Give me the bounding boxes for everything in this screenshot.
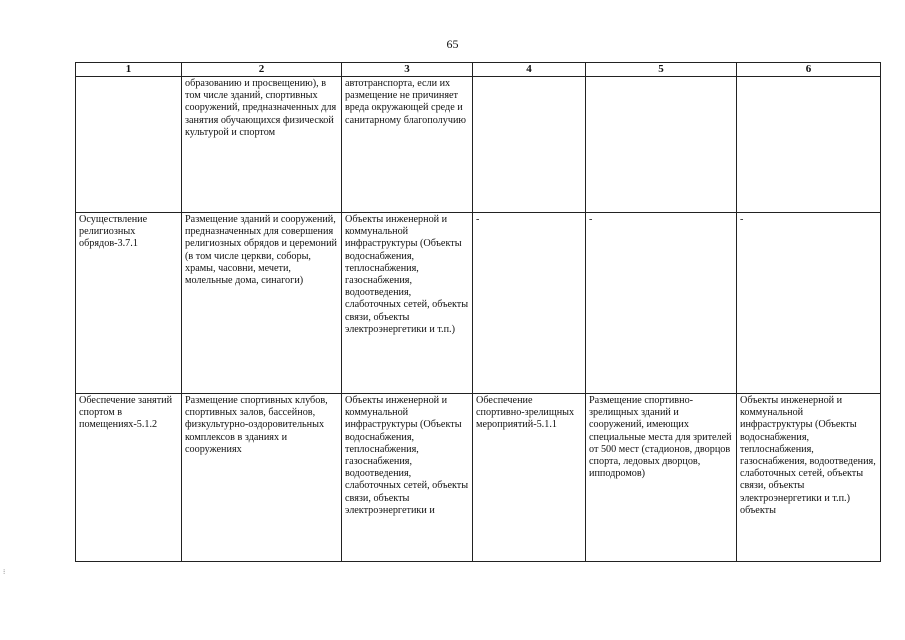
column-header: 6 <box>737 63 881 77</box>
table-row <box>76 394 881 562</box>
table-cell: Размещение спортивных клубов, спортивных залов, бассейнов, физкультурно-оздоровительных комплексов в зданиях и сооружениях <box>182 394 342 562</box>
table-cell: - <box>473 213 586 394</box>
header-row <box>76 63 881 77</box>
table-cell <box>586 77 737 213</box>
column-header: 1 <box>76 63 182 77</box>
table-cell: Обеспечение спортивно-зрелищных мероприятий-5.1.1 <box>473 394 586 562</box>
table-cell: Объекты инженерной и коммунальной инфраструктуры (Объекты водоснабжения, теплоснабжения, газоснабжения, водоотведения, слаботочных сетей, объекты связи, объекты электроэнергетики и <box>342 394 473 562</box>
table-cell: Объекты инженерной и коммунальной инфраструктуры (Объекты водоснабжения, теплоснабжения, газоснабжения, водоотведения, слаботочных сетей, объекты связи, объекты электроэнергетики и т.п.) объекты <box>737 394 881 562</box>
table-cell: - <box>586 213 737 394</box>
column-header: 2 <box>182 63 342 77</box>
column-header: 5 <box>586 63 737 77</box>
regulations-table <box>75 62 881 562</box>
table-cell: Размещение зданий и сооружений, предназначенных для совершения религиозных обрядов и церемоний (в том числе церкви, соборы, храмы, часовни, мечети, молельные дома, синагоги) <box>182 213 342 394</box>
table-row <box>76 77 881 213</box>
table-cell <box>737 77 881 213</box>
table-cell: образованию и просвещению), в том числе зданий, спортивных сооружений, предназначенных для занятия обучающихся физической культурой и спортом <box>182 77 342 213</box>
table-cell: Осуществление религиозных обрядов-3.7.1 <box>76 213 182 394</box>
table-cell: Размещение спортивно-зрелищных зданий и сооружений, имеющих специальные места для зрителей от 500 мест (стадионов, дворцов спорта, ледовых дворцов, ипподромов) <box>586 394 737 562</box>
table-cell: Объекты инженерной и коммунальной инфраструктуры (Объекты водоснабжения, теплоснабжения, газоснабжения, водоотведения, слаботочных сетей, объекты связи, объекты электроэнергетики и т.п.) <box>342 213 473 394</box>
column-header: 4 <box>473 63 586 77</box>
table-cell: автотранспорта, если их размещение не причиняет вреда окружающей среде и санитарному благополучию <box>342 77 473 213</box>
table-cell: Обеспечение занятий спортом в помещениях-5.1.2 <box>76 394 182 562</box>
table-row <box>76 213 881 394</box>
table-cell <box>76 77 182 213</box>
table-cell <box>473 77 586 213</box>
table-cell: - <box>737 213 881 394</box>
scan-margin-mark: ⁝ <box>3 568 6 576</box>
page-number: 65 <box>446 37 459 51</box>
column-header: 3 <box>342 63 473 77</box>
